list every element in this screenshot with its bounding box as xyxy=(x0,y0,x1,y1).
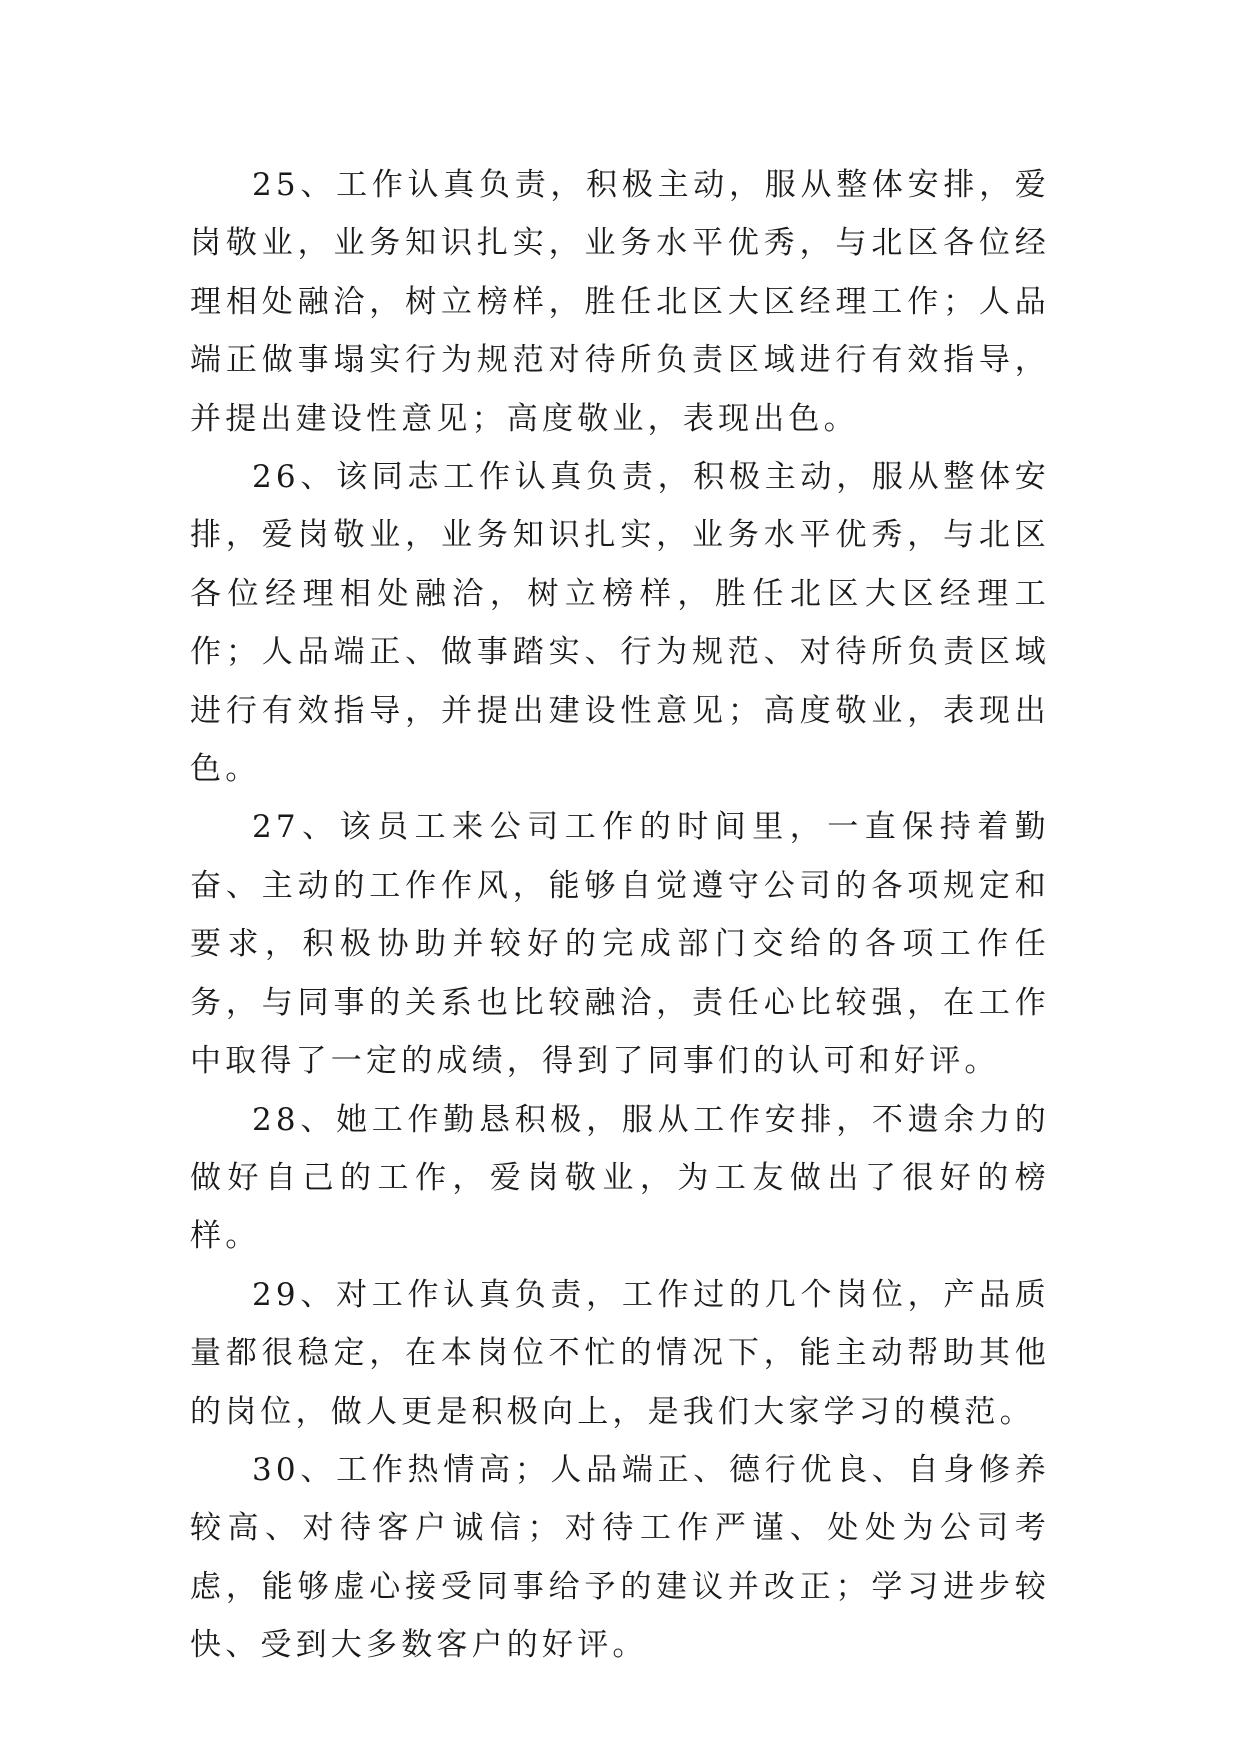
paragraph-26: 26、该同志工作认真负责，积极主动，服从整体安排，爱岗敬业，业务知识扎实，业务水平优秀，与北区各位经理相处融洽，树立榜样，胜任北区大区经理工作；人品端正、做事踏实、行为规范、对待所负责区域进行有效指导，并提出建设性意见；高度敬业，表现出色。 xyxy=(190,459,1050,788)
paragraph-30: 30、工作热情高；人品端正、德行优良、自身修养较高、对待客户诚信；对待工作严谨、处处为公司考虑，能够虚心接受同事给予的建议并改正；学习进步较快、受到大多数客户的好评。 xyxy=(190,1451,1050,1664)
paragraph-25: 25、工作认真负责，积极主动，服从整体安排，爱岗敬业，业务知识扎实，业务水平优秀，与北区各位经理相处融洽，树立榜样，胜任北区大区经理工作；人品端正做事塌实行为规范对待所负责区域进行有效指导，并提出建设性意见；高度敬业，表现出色。 xyxy=(190,167,1050,437)
paragraph-29: 29、对工作认真负责，工作过的几个岗位，产品质量都很稳定，在本岗位不忙的情况下，能主动帮助其他的岗位，做人更是积极向上，是我们大家学习的模范。 xyxy=(190,1276,1050,1430)
paragraph-28: 28、她工作勤恳积极，服从工作安排，不遗余力的做好自己的工作，爱岗敬业，为工友做出了很好的榜样。 xyxy=(190,1101,1050,1255)
paragraph-27: 27、该员工来公司工作的时间里，一直保持着勤奋、主动的工作作风，能够自觉遵守公司的各项规定和要求，积极协助并较好的完成部门交给的各项工作任务，与同事的关系也比较融洽，责任心比较强，在工作中取得了一定的成绩，得到了同事们的认可和好评。 xyxy=(190,809,1050,1080)
document-body xyxy=(190,156,1050,1675)
